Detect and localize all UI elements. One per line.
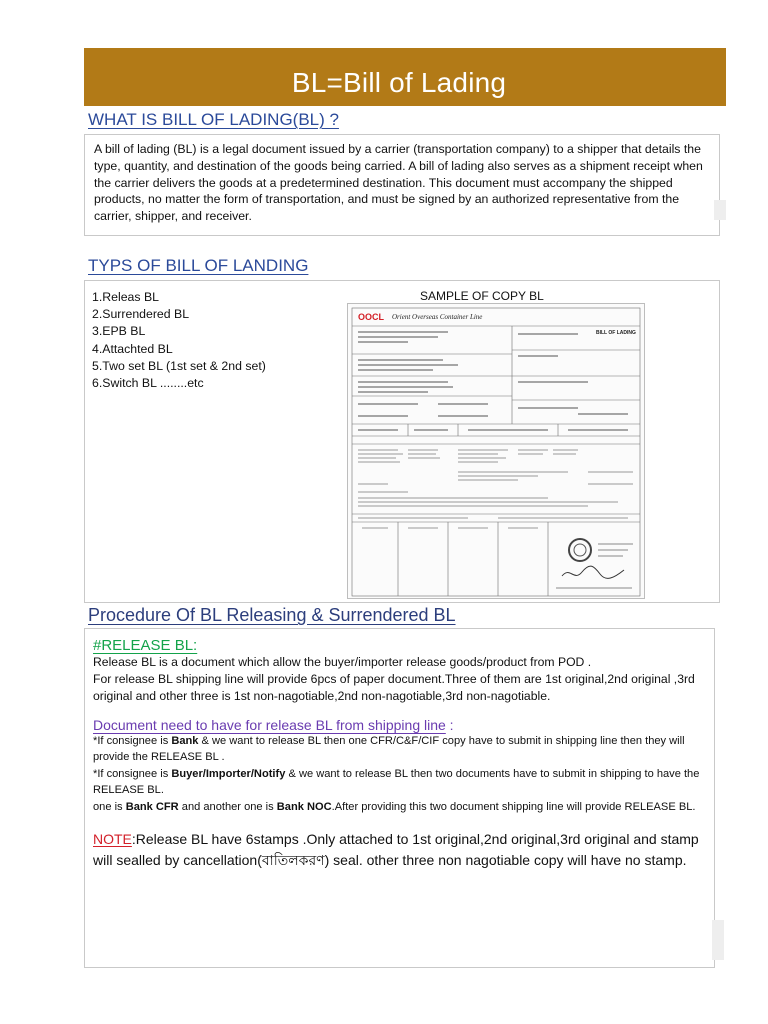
bullet-documents-post: .After providing this two document shipping line will provide RELEASE BL.: [331, 800, 696, 813]
types-item: 2.Surrendered BL: [92, 307, 190, 322]
bullet-documents: [93, 799, 706, 815]
sample-bl-doc-title: BILL OF LADING: [596, 330, 636, 336]
procedure-heading: Procedure Of BL Releasing & Surrendered BL: [88, 605, 456, 625]
bullet-documents-mid: and another one is: [178, 800, 277, 813]
types-heading: TYPS OF BILL OF LANDING: [88, 256, 309, 275]
types-list: [92, 289, 266, 392]
documents-heading: Document need to have for release BL from shipping line: [93, 717, 446, 733]
bullet-bank-post: & we want to release BL then one CFR/C&F/CIF copy have to submit in shipping line then they will provide the RELEASE BL .: [93, 735, 685, 764]
documents-heading-line: [93, 717, 706, 733]
release-text-1: Release BL is a document which allow the buyer/importer release goods/product from POD .: [93, 655, 592, 669]
types-item: 4.Attachted BL: [92, 341, 173, 356]
bullet-documents-bold2: Bank NOC: [276, 800, 332, 813]
sample-bl-company: Orient Overseas Container Line: [392, 313, 483, 321]
bullet-documents-pre: one is: [93, 800, 126, 813]
sample-label: SAMPLE OF COPY BL: [420, 289, 544, 303]
types-item: 1.Releas BL: [92, 290, 159, 304]
edge-mark: [714, 200, 726, 220]
sample-bl-logo: OOCL: [358, 312, 384, 322]
page-title: BL=Bill of Lading: [291, 67, 507, 98]
release-heading: #RELEASE BL:: [93, 637, 198, 654]
bullet-bank-bold: Bank: [171, 735, 199, 747]
sample-bl-drawing: [348, 304, 645, 599]
page-title-banner: [84, 48, 726, 106]
bullet-buyer-bold: Buyer/Importer/Notify: [171, 767, 286, 780]
procedure-box: [84, 628, 715, 968]
definition-box: [84, 134, 720, 236]
types-box: [84, 280, 720, 603]
note-text: :Release BL have 6stamps .Only attached to 1st original,2nd original,3rd original and stamp will sealled by cancellation(বাতিলকরণ) seal. other three non nagotiable copy will have no stamp.: [93, 831, 699, 869]
bullet-buyer: [93, 766, 706, 799]
types-item: 3.EPB BL: [92, 324, 146, 339]
release-text-2: For release BL shipping line will provide 6pcs of paper document.Three of them are 1st original,2nd original ,3rd original and other three is 1st non-nagotiable,2nd non-nagotiable,3rd non-nagotiable.: [93, 672, 695, 703]
bullet-bank: [93, 733, 706, 766]
bullet-buyer-pre: *If consignee is: [93, 767, 172, 780]
types-item: 5.Two set BL (1st set & 2nd set): [92, 358, 266, 373]
bullet-buyer-post: & we want to release BL then two documents have to submit in shipping to have the RELEASE BL.: [93, 767, 700, 797]
note-paragraph: [93, 829, 706, 871]
edge-mark: [712, 920, 724, 960]
note-label: NOTE: [93, 831, 132, 848]
types-item: 6.Switch BL ........etc: [92, 376, 204, 391]
documents-heading-suffix: :: [445, 717, 454, 733]
bullet-documents-bold1: Bank CFR: [125, 800, 179, 813]
definition-text: A bill of lading (BL) is a legal document issued by a carrier (transportation company) to a shipper that details the type, quantity, and destination of the goods being carried. A bill of lading also serves as a shipment receipt when the carrier delivers the goods at a predetermined destination. This document must accompany the shipped products, no matter the form of transportation, and must be signed by an authorized representative from the carrier, shipper, and receiver.: [94, 142, 703, 224]
bullet-bank-pre: *If consignee is: [93, 735, 172, 747]
sample-bl-image: [347, 303, 645, 599]
definition-heading: WHAT IS BILL OF LADING(BL) ?: [88, 110, 339, 129]
